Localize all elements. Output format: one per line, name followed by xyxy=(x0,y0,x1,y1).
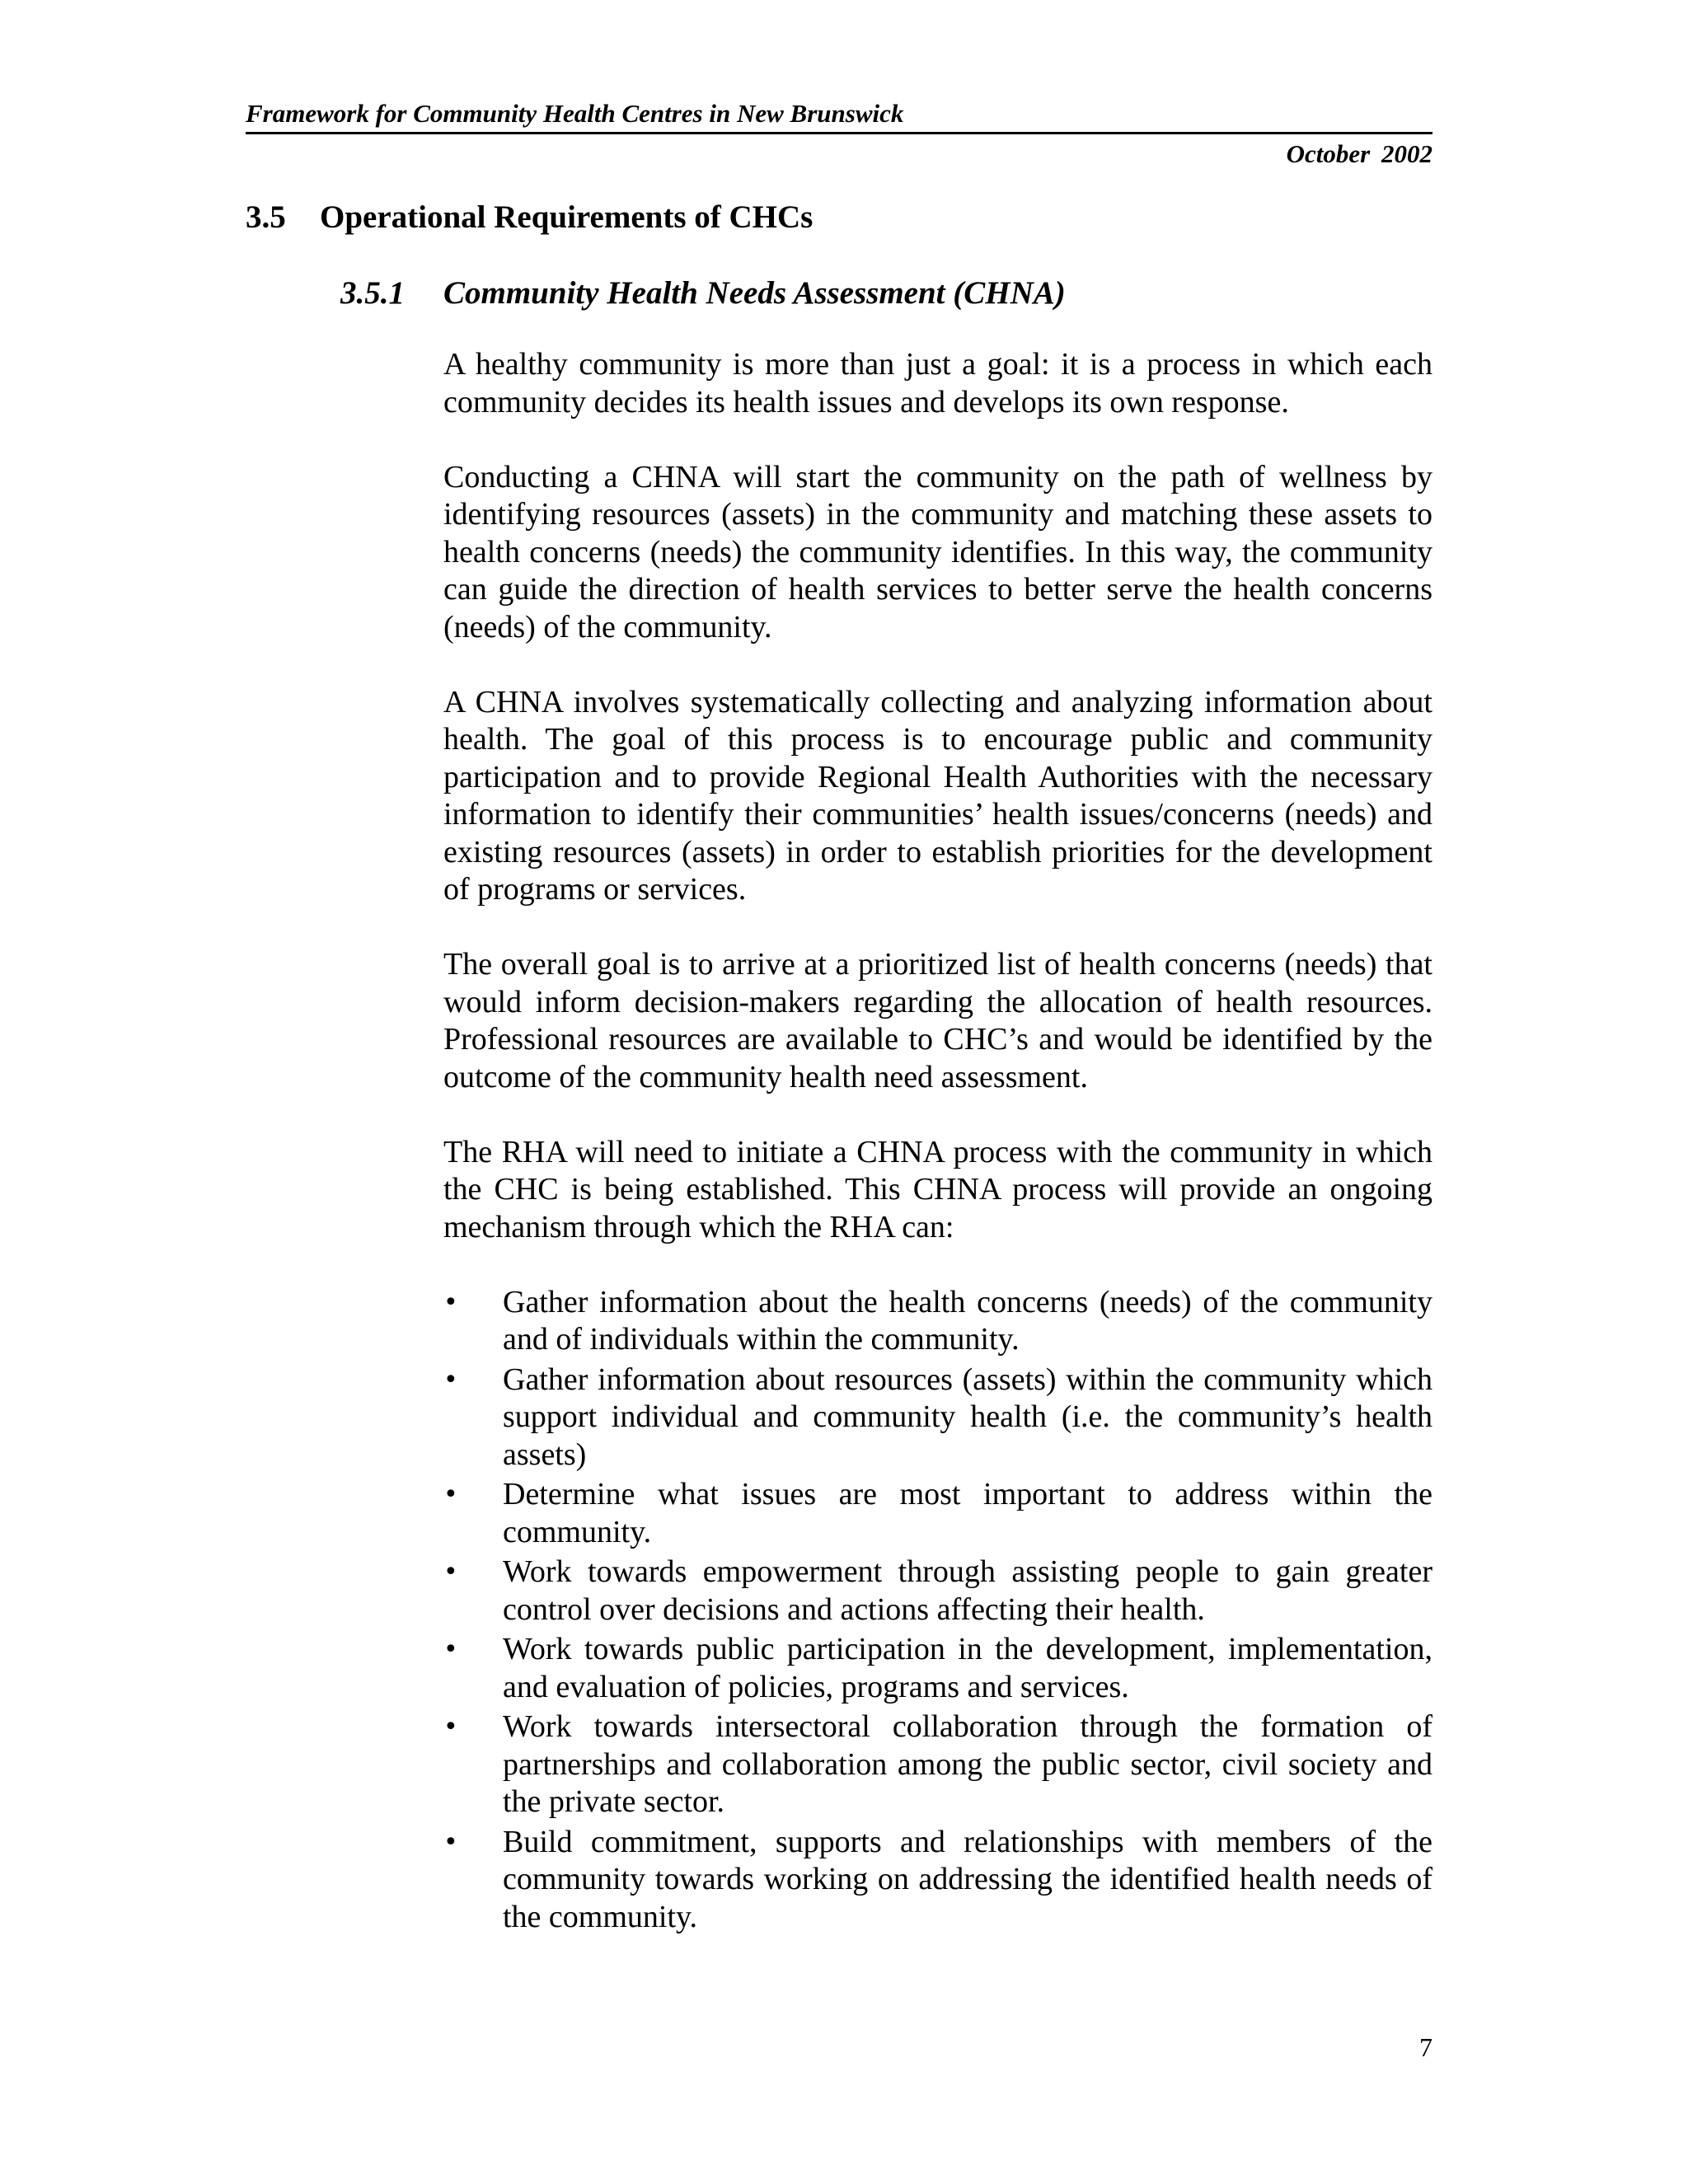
bullet-text: Gather information about the health concerns (needs) of the community and of individuals within the community. xyxy=(503,1284,1432,1357)
bullet-item xyxy=(443,1476,1432,1551)
bullet-text: Build commitment, supports and relationships with members of the community towards working on addressing the identified health needs of the community. xyxy=(503,1824,1432,1934)
bullet-icon: • xyxy=(443,1827,458,1857)
bullet-item xyxy=(443,1284,1432,1359)
paragraph: The overall goal is to arrive at a prioritized list of health concerns (needs) that would inform decision-makers regarding the allocation of health resources. Professional resources are available to CHC’s and would be identified by the outcome of the community health need assessment. xyxy=(443,947,1432,1094)
bullet-item xyxy=(443,1361,1432,1474)
bullet-list xyxy=(443,1284,1432,1937)
bullet-text: Gather information about resources (assets) within the community which support individual and community health (i.e. the community’s health assets) xyxy=(503,1361,1432,1472)
running-header xyxy=(246,97,1432,171)
subsection-heading xyxy=(340,274,1066,313)
header-date: October 2002 xyxy=(1286,139,1432,168)
section-number: 3.5 xyxy=(246,199,286,235)
body-text xyxy=(443,346,1432,1938)
bullet-icon: • xyxy=(443,1713,458,1741)
header-title: Framework for Community Health Centres in New Brunswick xyxy=(246,97,1432,134)
section-title: Operational Requirements of CHCs xyxy=(320,199,814,235)
bullet-icon: • xyxy=(443,1480,458,1509)
bullet-text: Work towards intersectoral collaboration through the formation of partnerships and collaboration among the public sector, civil society and the private sector. xyxy=(503,1709,1432,1819)
subsection-title: Community Health Needs Assessment (CHNA) xyxy=(443,275,1066,311)
bullet-item xyxy=(443,1824,1432,1937)
bullet-icon: • xyxy=(443,1558,458,1586)
page-number: 7 xyxy=(1419,2032,1432,2062)
paragraph: Conducting a CHNA will start the community on the path of wellness by identifying resources (assets) in the community and matching these assets to health concerns (needs) the community identifies. In this way, the community can guide the direction of health services to better serve the health concerns (needs) of the community. xyxy=(443,459,1432,644)
bullet-text: Work towards public participation in the development, implementation, and evaluation of policies, programs and services. xyxy=(503,1632,1432,1704)
paragraph: The RHA will need to initiate a CHNA process with the community in which the CHC is being established. This CHNA process will provide an ongoing mechanism through which the RHA can: xyxy=(443,1134,1432,1244)
bullet-item xyxy=(443,1554,1432,1629)
bullet-item xyxy=(443,1708,1432,1821)
bullet-item xyxy=(443,1631,1432,1706)
paragraph: A healthy community is more than just a goal: it is a process in which each community decides its health issues and develops its own response. xyxy=(443,347,1432,419)
subsection-number: 3.5.1 xyxy=(340,275,405,311)
bullet-icon: • xyxy=(443,1287,458,1317)
paragraph: A CHNA involves systematically collecting and analyzing information about health. The goal of this process is to encourage public and community participation and to provide Regional Health Authorities with the necessary information to identify their communities’ health issues/concerns (needs) and existing resources (assets) in order to establish priorities for the development of programs or services. xyxy=(443,684,1432,907)
bullet-text: Determine what issues are most important to address within the community. xyxy=(503,1477,1432,1549)
bullet-icon: • xyxy=(443,1365,458,1394)
bullet-icon: • xyxy=(443,1635,458,1664)
bullet-text: Work towards empowerment through assisting people to gain greater control over decisions and actions affecting their health. xyxy=(503,1554,1432,1627)
section-heading xyxy=(246,198,813,237)
